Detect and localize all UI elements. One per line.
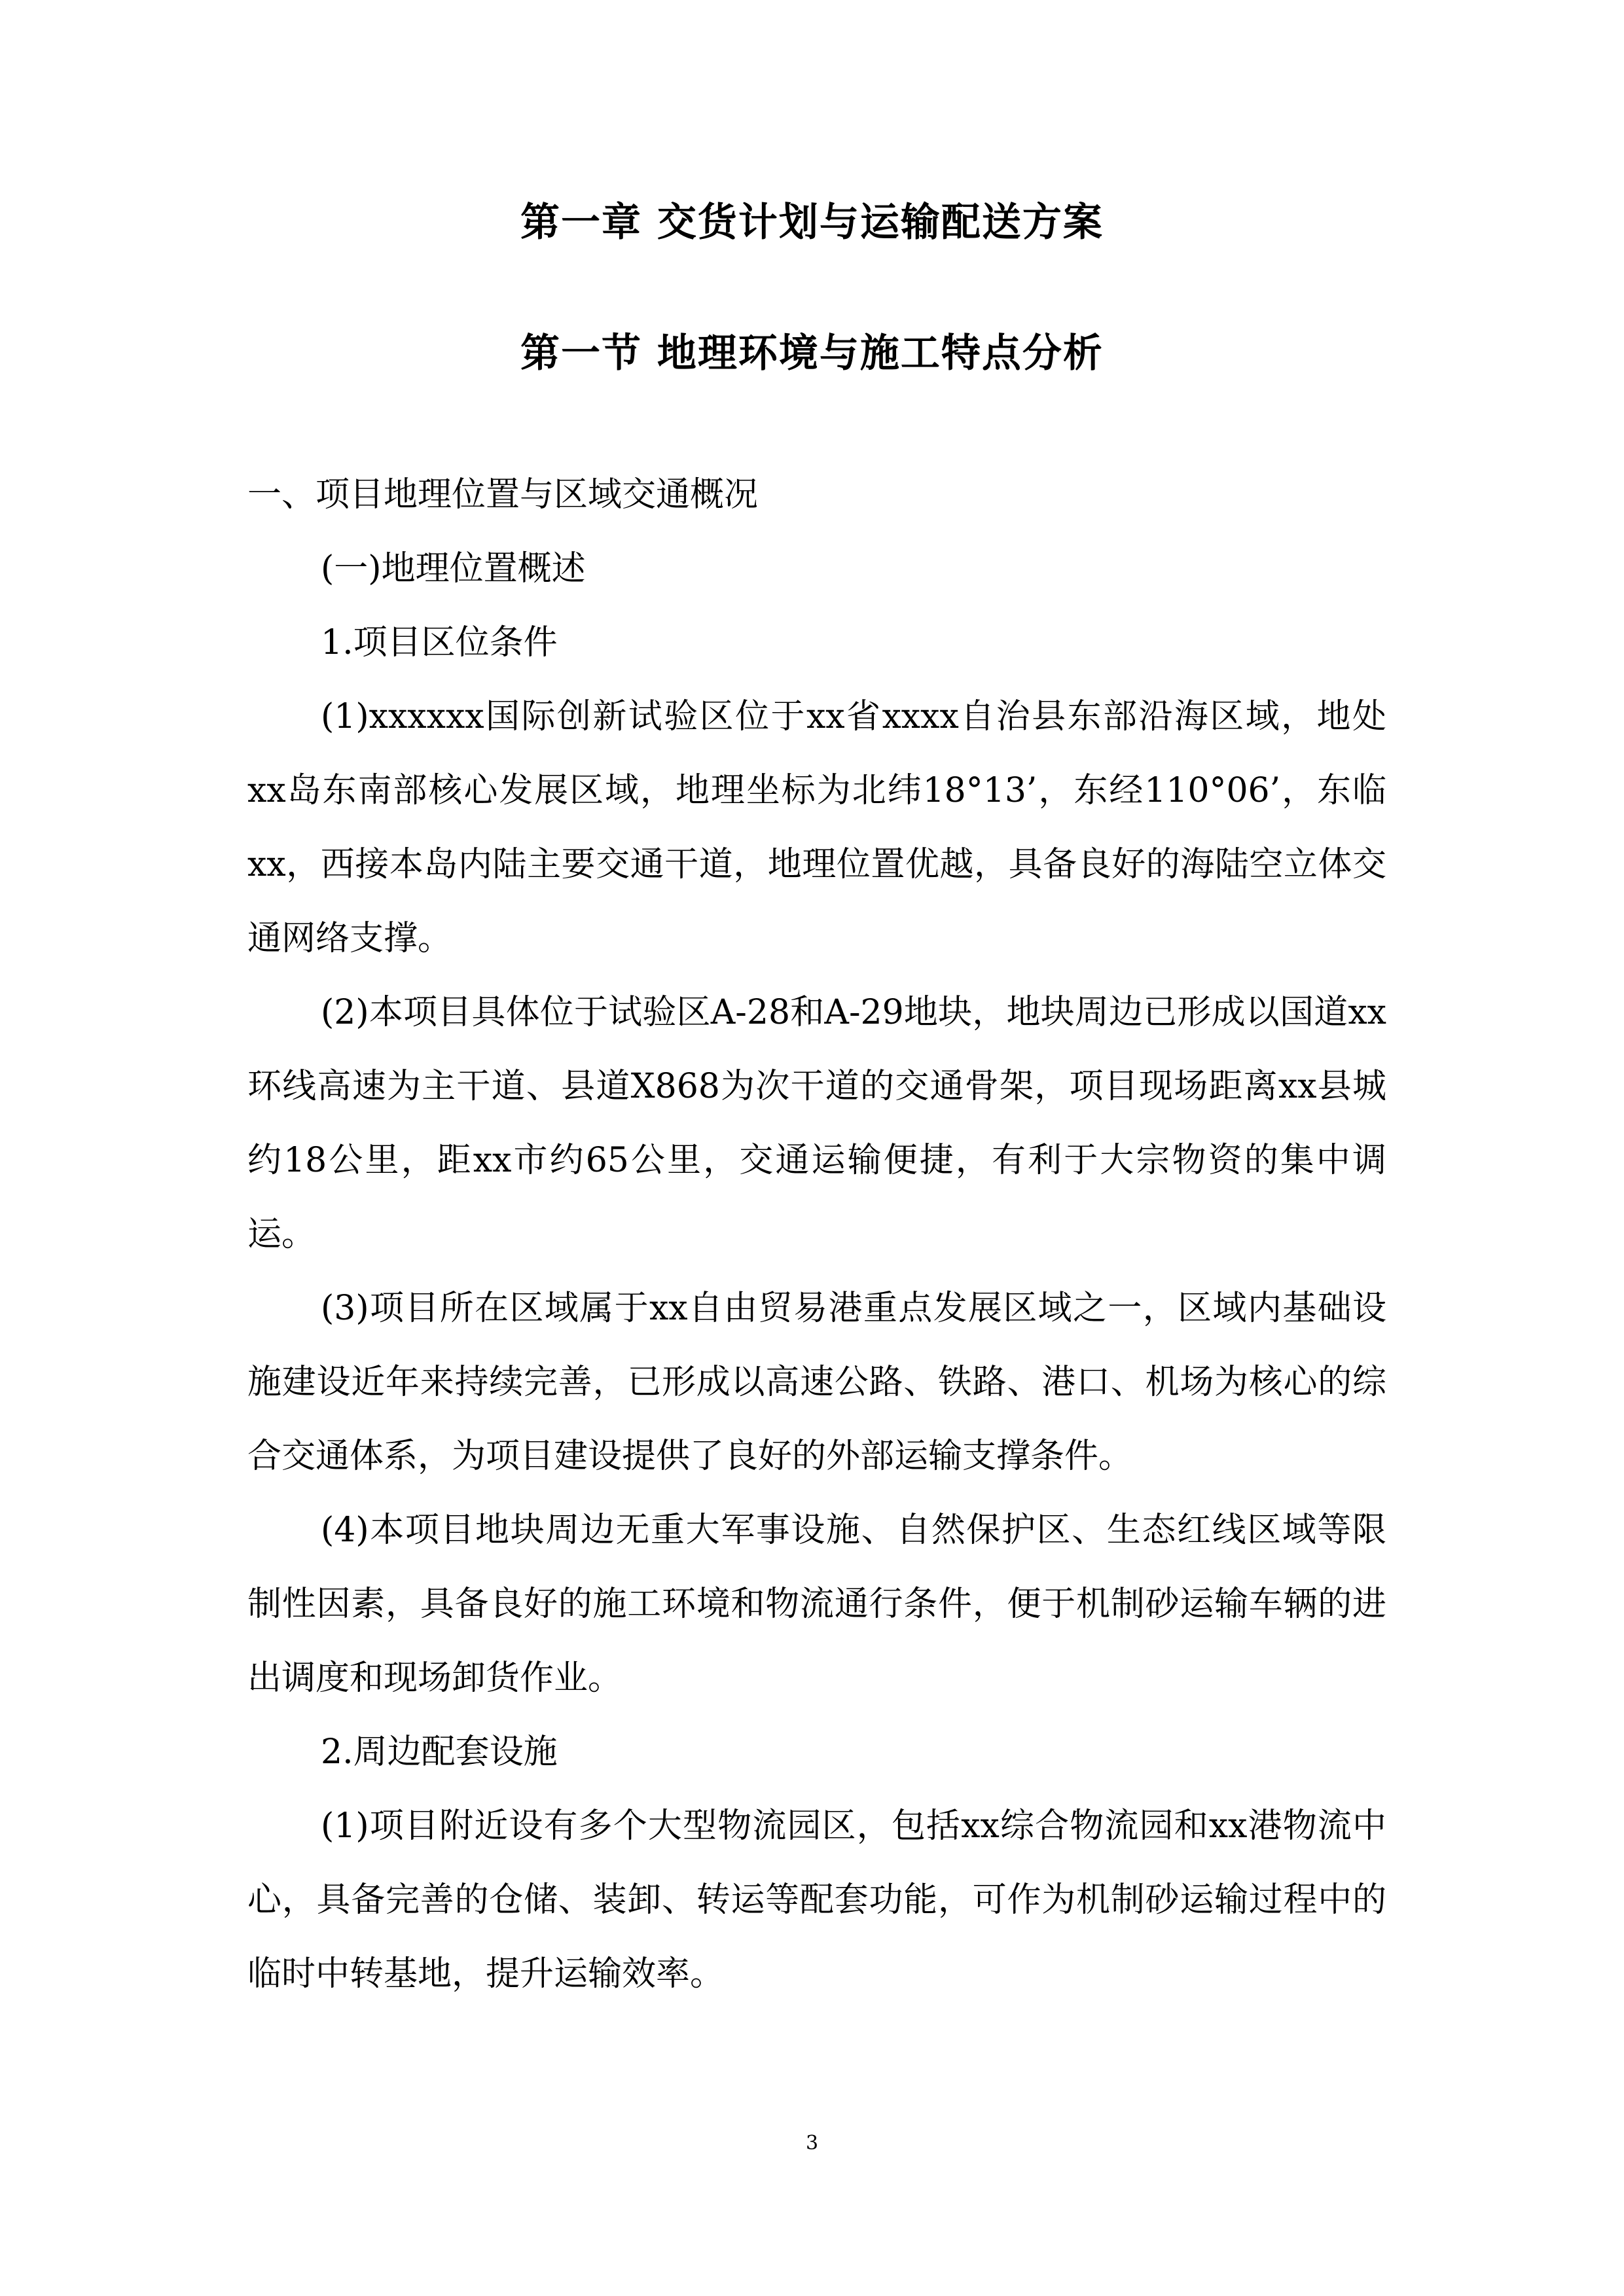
section-title: 第一节 地理环境与施工特点分析 — [520, 331, 1104, 376]
heading-level-1: 一、项目地理位置与区域交通概况 — [247, 475, 759, 514]
heading-level-3: 1.项目区位条件 — [321, 623, 558, 662]
paragraph: (1)xxxxxx国际创新试验区位于xx省xxxx自治县东部沿海区域，地处xx岛东南部核心发展区域，地理坐标为北纬18°13’，东经110°06’，东临xx，西接本岛内陆主要交通干道，地理位置优越，具备良好的海陆空立体交通网络支撑。 — [247, 697, 1386, 958]
page-number: 3 — [805, 2132, 819, 2155]
paragraph: (2)本项目具体位于试验区A-28和A-29地块，地块周边已形成以国道xx环线高速为主干道、县道X868为次干道的交通骨架，项目现场距离xx县城约18公里，距xx市约65公里，交通运输便捷，有利于大宗物资的集中调运。 — [247, 993, 1386, 1254]
heading-level-2: (一)地理位置概述 — [321, 549, 586, 588]
paragraph: (1)项目附近设有多个大型物流园区，包括xx综合物流园和xx港物流中心，具备完善的仓储、装卸、转运等配套功能，可作为机制砂运输过程中的临时中转基地，提升运输效率。 — [247, 1806, 1386, 1994]
chapter-title: 第一章 交货计划与运输配送方案 — [520, 200, 1104, 245]
paragraph: (3)项目所在区域属于xx自由贸易港重点发展区域之一，区域内基础设施建设近年来持续完善，已形成以高速公路、铁路、港口、机场为核心的综合交通体系，为项目建设提供了良好的外部运输支撑条件。 — [247, 1289, 1386, 1476]
heading-level-3: 2.周边配套设施 — [321, 1732, 558, 1772]
paragraph: (4)本项目地块周边无重大军事设施、自然保护区、生态红线区域等限制性因素，具备良好的施工环境和物流通行条件，便于机制砂运输车辆的进出调度和现场卸货作业。 — [247, 1511, 1386, 1698]
body-text — [247, 458, 1386, 2011]
